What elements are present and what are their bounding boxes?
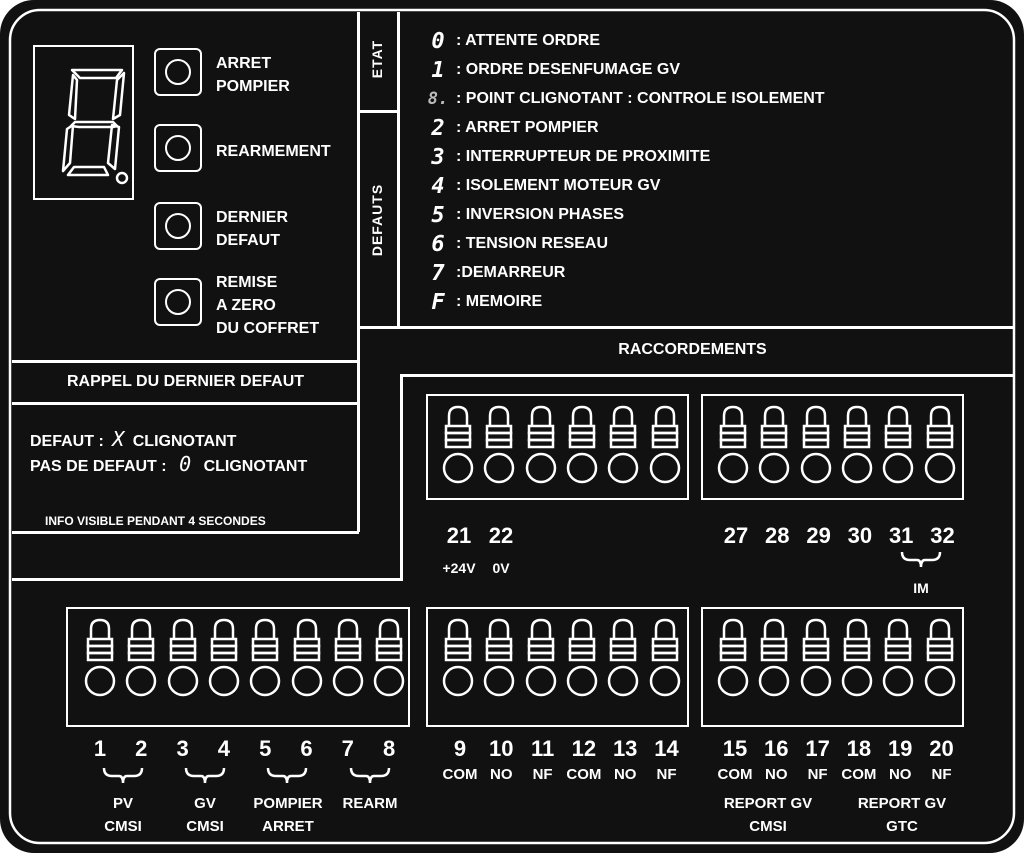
dernier-defaut-label	[216, 206, 288, 252]
terminal-screw-icon[interactable]	[165, 615, 201, 703]
group-line: CMSI	[749, 818, 787, 835]
terminal-sub-label: NF	[656, 766, 677, 783]
recall-no-defaut-code: 0	[179, 452, 192, 476]
legend-text: : INVERSION PHASES	[456, 206, 625, 223]
terminal-number: 17	[805, 736, 830, 761]
legend-code: 0	[431, 28, 445, 54]
group-line: REPORT GV	[857, 795, 947, 812]
terminal-screw-icon[interactable]	[289, 615, 325, 703]
terminal-block-1-8	[66, 607, 410, 727]
group-line: GV	[194, 795, 216, 812]
divider-raccord-bottom	[12, 578, 403, 581]
arret-pompier-label	[216, 52, 290, 98]
legend-text: : TENSION RESEAU	[456, 235, 609, 252]
terminal-screw-icon[interactable]	[82, 615, 118, 703]
divider-etat-defauts	[358, 110, 398, 113]
terminal-block-9-14	[426, 607, 689, 727]
terminal-number: 29	[806, 523, 831, 548]
label-line: POMPIER	[216, 78, 290, 95]
terminal-sub-label: NF	[931, 766, 952, 783]
terminal-screw-icon[interactable]	[523, 402, 559, 490]
terminal-screw-icon[interactable]	[523, 615, 559, 703]
terminal-number: 18	[846, 736, 872, 761]
brace-icon	[898, 550, 944, 570]
recall-defaut-prefix: DEFAUT :	[30, 433, 104, 450]
label-line: A ZERO	[216, 297, 276, 314]
label-line: REMISE	[216, 274, 278, 291]
divider-recall-top	[12, 360, 359, 363]
terminal-screw-icon[interactable]	[371, 615, 407, 703]
group-report-gtc	[842, 792, 962, 838]
terminal-screw-icon[interactable]	[798, 615, 834, 703]
legend-code: 6	[431, 231, 445, 257]
legend-text: : MEMOIRE	[456, 293, 543, 310]
legend-text: :DEMARREUR	[456, 264, 566, 281]
legend-text: : POINT CLIGNOTANT : CONTROLE ISOLEMENT	[456, 90, 825, 107]
terminal-number: 20	[929, 736, 954, 761]
terminal-block-27-32	[701, 394, 964, 500]
terminal-number: 6	[300, 736, 313, 761]
terminal-screw-icon[interactable]	[605, 402, 641, 490]
remise-a-zero-button[interactable]	[154, 278, 202, 326]
terminal-screw-icon[interactable]	[564, 615, 600, 703]
group-pompier-arret	[243, 792, 333, 838]
terminal-screw-icon[interactable]	[922, 402, 958, 490]
seven-segment-display	[33, 45, 134, 200]
button-ring-icon	[165, 135, 191, 161]
legend-code: 8.	[427, 89, 449, 109]
group-line: REPORT GV	[723, 795, 813, 812]
terminal-screw-icon[interactable]	[647, 615, 683, 703]
legend-text: : ORDRE DESENFUMAGE GV	[456, 61, 681, 78]
terminal-number: 22	[488, 523, 514, 548]
terminal-sub-label: NO	[765, 766, 788, 783]
divider-etat-column	[397, 12, 400, 328]
terminal-screw-icon[interactable]	[123, 615, 159, 703]
terminal-sub-label: NF	[807, 766, 828, 783]
im-label: IM	[913, 580, 929, 596]
terminal-sub-label: 0V	[492, 560, 510, 576]
brace-icon	[100, 766, 146, 786]
rearmement-label	[216, 140, 331, 163]
legend-row	[420, 230, 608, 258]
terminal-screw-icon[interactable]	[798, 402, 834, 490]
group-line: PV	[112, 795, 133, 812]
recall-defaut-line	[30, 427, 236, 451]
terminal-number: 19	[887, 736, 913, 761]
group-pv-cmsi	[93, 792, 153, 838]
terminal-number: 16	[764, 736, 789, 761]
terminal-number: 32	[930, 523, 955, 548]
divider-recall-title	[12, 402, 359, 405]
divider-raccord-left	[400, 374, 403, 580]
terminal-sub-label: +24V	[442, 560, 476, 576]
etat-label: ETAT	[369, 39, 385, 79]
legend-row	[420, 27, 600, 55]
group-gv-cmsi	[175, 792, 235, 838]
group-report-cmsi	[718, 792, 818, 838]
terminal-sub-label: NF	[532, 766, 553, 783]
terminal-number: 31	[888, 523, 914, 548]
terminal-screw-icon[interactable]	[922, 615, 958, 703]
button-ring-icon	[165, 59, 191, 85]
legend-code: 4	[431, 173, 445, 199]
legend-code: 2	[431, 115, 445, 141]
label-line: DERNIER	[216, 209, 289, 226]
divider-recall-bottom	[12, 531, 359, 534]
terminal-screw-icon[interactable]	[880, 615, 916, 703]
legend-row	[420, 56, 680, 84]
label-line: DU COFFRET	[216, 320, 320, 337]
dernier-defaut-button[interactable]	[154, 202, 202, 250]
terminal-sub-label: NO	[613, 766, 637, 783]
terminal-screw-icon[interactable]	[564, 402, 600, 490]
legend-code: F	[431, 289, 445, 315]
terminal-sub-label: COM	[717, 766, 753, 783]
terminal-number: 14	[654, 736, 679, 761]
button-ring-icon	[165, 289, 191, 315]
group-line: CMSI	[186, 818, 224, 835]
raccordements-title: RACCORDEMENTS	[618, 341, 767, 358]
terminal-number: 3	[176, 736, 189, 761]
legend-row	[420, 259, 565, 287]
brace-icon	[264, 766, 310, 786]
divider-recall-right	[357, 402, 360, 532]
button-ring-icon	[165, 213, 191, 239]
legend-row	[420, 201, 624, 229]
terminal-sub-label: NO	[888, 766, 912, 783]
recall-title: RAPPEL DU DERNIER DEFAUT	[66, 373, 305, 390]
group-line: POMPIER	[253, 795, 323, 812]
recall-defaut-suffix: CLIGNOTANT	[132, 433, 237, 450]
terminal-number: 21	[446, 523, 472, 548]
terminal-number: 30	[847, 523, 873, 548]
terminal-number: 28	[765, 523, 790, 548]
terminal-number: 15	[722, 736, 748, 761]
terminal-screw-icon[interactable]	[247, 615, 283, 703]
group-rearm	[332, 792, 408, 815]
recall-defaut-code: X	[112, 427, 125, 451]
recall-no-defaut-prefix: PAS DE DEFAUT :	[30, 458, 167, 475]
defauts-label: DEFAUTS	[369, 183, 385, 257]
terminal-sub-label: COM	[442, 766, 478, 783]
terminal-number: 12	[571, 736, 597, 761]
label-line: REARMEMENT	[216, 143, 331, 160]
terminal-screw-icon[interactable]	[647, 402, 683, 490]
terminal-number: 7	[341, 736, 354, 761]
arret-pompier-button[interactable]	[154, 48, 202, 96]
terminal-number: 10	[489, 736, 514, 761]
terminal-screw-icon[interactable]	[440, 615, 476, 703]
terminal-number: 27	[723, 523, 749, 548]
terminal-screw-icon[interactable]	[756, 615, 792, 703]
brace-icon	[182, 766, 228, 786]
terminal-sub-label: COM	[566, 766, 602, 783]
legend-code: 7	[431, 260, 445, 286]
divider-raccord-title	[400, 374, 1013, 377]
legend-code: 3	[431, 144, 445, 170]
legend-row	[420, 143, 710, 171]
legend-row	[420, 85, 825, 113]
terminal-block-15-20	[701, 607, 964, 727]
terminal-screw-icon[interactable]	[756, 402, 792, 490]
legend-row	[420, 172, 660, 200]
recall-note: INFO VISIBLE PENDANT 4 SECONDES	[45, 514, 266, 528]
terminal-screw-icon[interactable]	[880, 402, 916, 490]
label-line: DEFAUT	[216, 232, 280, 249]
remise-a-zero-label	[216, 271, 319, 340]
terminal-number: 5	[259, 736, 272, 761]
terminal-screw-icon[interactable]	[715, 402, 751, 490]
terminal-screw-icon[interactable]	[481, 615, 517, 703]
terminal-screw-icon[interactable]	[481, 402, 517, 490]
terminal-number: 1	[93, 736, 107, 761]
brace-icon	[347, 766, 393, 786]
legend-row	[420, 114, 599, 142]
terminal-number: 9	[453, 736, 467, 761]
divider-legend-bottom	[357, 326, 1013, 329]
group-line: CMSI	[104, 818, 142, 835]
terminal-number: 13	[612, 736, 638, 761]
rearmement-button[interactable]	[154, 124, 202, 172]
legend-code: 1	[431, 57, 445, 83]
legend-text: : ATTENTE ORDRE	[456, 32, 600, 49]
group-line: GTC	[886, 818, 918, 835]
legend-text: : ISOLEMENT MOTEUR GV	[456, 177, 661, 194]
terminal-screw-icon[interactable]	[605, 615, 641, 703]
terminal-number: 11	[530, 736, 555, 761]
group-line: ARRET	[262, 818, 314, 835]
terminal-screw-icon[interactable]	[206, 615, 242, 703]
legend-row	[420, 288, 542, 316]
terminal-screw-icon[interactable]	[715, 615, 751, 703]
label-line: ARRET	[216, 55, 272, 72]
terminal-sub-label: COM	[841, 766, 877, 783]
legend-text: : INTERRUPTEUR DE PROXIMITE	[456, 148, 711, 165]
legend-code: 5	[431, 202, 445, 228]
terminal-screw-icon[interactable]	[839, 402, 875, 490]
recall-no-defaut-line	[30, 452, 307, 476]
terminal-number: 2	[135, 736, 148, 761]
terminal-screw-icon[interactable]	[839, 615, 875, 703]
group-line: REARM	[342, 795, 398, 812]
terminal-number: 4	[217, 736, 231, 761]
digit-8-icon	[35, 47, 132, 198]
terminal-sub-label: NO	[490, 766, 513, 783]
terminal-screw-icon[interactable]	[330, 615, 366, 703]
terminal-screw-icon[interactable]	[440, 402, 476, 490]
recall-no-defaut-suffix: CLIGNOTANT	[203, 458, 308, 475]
terminal-block-21-26	[426, 394, 689, 500]
divider-left-column	[357, 12, 360, 402]
legend-text: : ARRET POMPIER	[456, 119, 599, 136]
terminal-number: 8	[382, 736, 396, 761]
